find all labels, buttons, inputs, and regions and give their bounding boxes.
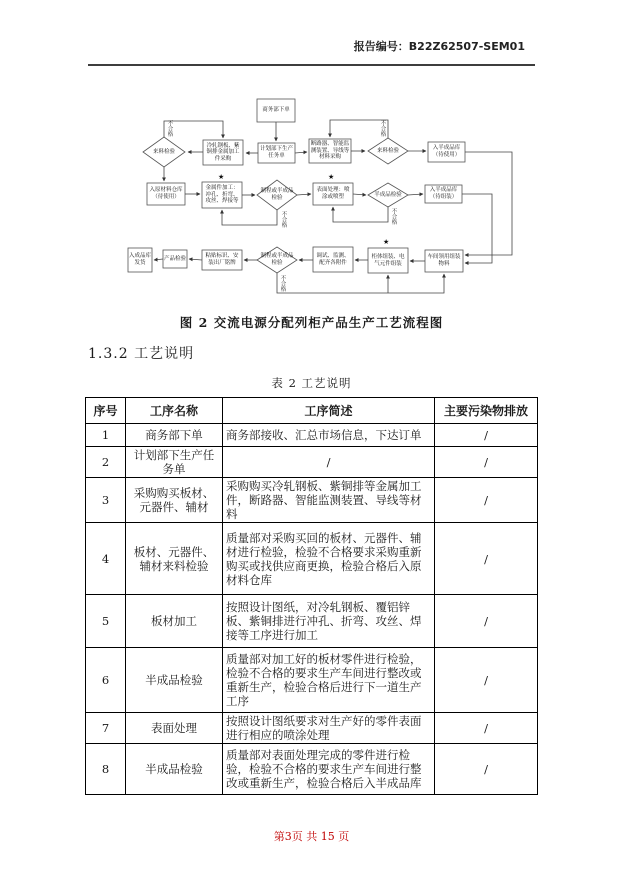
flow-diamond-process-check-1: 制程或半成品检验: [260, 188, 294, 201]
table-row: [86, 424, 538, 447]
flow-diamond-incoming-check-left: 来料检验: [152, 148, 175, 155]
star-icon: ★: [218, 173, 225, 181]
cell-no: 6: [86, 648, 126, 713]
cell-name: 半成品检验: [126, 744, 223, 795]
reject-label: 不合格: [280, 211, 287, 228]
flow-node-order: 商务部下单: [262, 107, 290, 114]
star-icon: ★: [383, 238, 390, 246]
cell-no: 3: [86, 478, 126, 523]
reject-label: 不合格: [379, 120, 386, 137]
flow-node-buy-metal: 冷轧钢板、紫铜排金属加工件采购: [206, 142, 240, 162]
cell-emission: /: [435, 447, 538, 478]
flow-diamond-incoming-check-right: 来料检验: [376, 147, 399, 154]
cell-desc: 按照设计图纸，对冷轧钢板、覆铝锌板、紫铜排进行冲孔、折弯、攻丝、焊接等工序进行加工: [223, 595, 435, 648]
flow-node-ship: 入成品库发货: [129, 253, 152, 266]
report-number: 报告编号：B22Z62507-SEM01: [353, 40, 525, 53]
cell-name: 商务部下单: [126, 424, 223, 447]
flow-node-store-raw: 入原材料仓库（待使用）: [149, 187, 183, 200]
cell-no: 5: [86, 595, 126, 648]
cell-no: 8: [86, 744, 126, 795]
flow-node-metalwork: 金属件加工：冲孔、折弯、攻丝、焊接等: [205, 185, 239, 205]
table-row: [86, 523, 538, 595]
reject-label: 不合格: [390, 208, 397, 225]
cell-desc: 质量部对表面处理完成的零件进行检验，检验不合格的要求生产车间进行整改或重新生产，检验合格后入半成品库: [223, 744, 435, 795]
flow-node-surface-treatment: 表面处理：喷涂或喷塑: [316, 187, 350, 200]
cell-no: 1: [86, 424, 126, 447]
flow-node-debug: 调试、监测、配齐各附件: [316, 252, 350, 266]
table-row: [86, 648, 538, 713]
header-rule: [88, 64, 535, 66]
col-header-name: 工序名称: [126, 398, 223, 424]
flow-node-pick-materials: 车间领用组装物料: [427, 254, 461, 267]
cell-desc: 采购购买冷轧钢板、紫铜排等金属加工件，断路器、智能监测装置、导线等材料: [223, 478, 435, 523]
table-row: [86, 713, 538, 744]
cell-name: 板材、元器件、辅材来料检验: [126, 523, 223, 595]
process-flowchart: [100, 95, 530, 305]
table-caption: 表 2 工艺说明: [271, 376, 352, 390]
flow-node-labeling: 粘贴标识、安装出厂铭牌: [205, 253, 239, 266]
cell-emission: /: [435, 744, 538, 795]
table-row: [86, 478, 538, 523]
flow-node-plan: 计划部下生产任务单: [259, 146, 293, 159]
section-heading: 1.3.2 工艺说明: [88, 346, 195, 362]
cell-desc: 商务部接收、汇总市场信息，下达订单: [223, 424, 435, 447]
cell-desc: 质量部对加工好的板材零件进行检验，检验不合格的要求生产车间进行整改或重新生产，检验合格后进行下一道生产工序: [223, 648, 435, 713]
cell-emission: /: [435, 648, 538, 713]
reject-label: 不合格: [166, 120, 173, 137]
table-header-row: [86, 398, 538, 424]
figure-caption: 图 2 交流电源分配列柜产品生产工艺流程图: [179, 315, 444, 330]
flow-node-product-check: 产品检验: [164, 255, 187, 262]
star-icon: ★: [328, 173, 335, 181]
flow-node-buy-components: 断路器、智能监测装置、导线等材料采购: [310, 141, 350, 161]
cell-emission: /: [435, 713, 538, 744]
process-table: [85, 397, 538, 795]
cell-name: 半成品检验: [126, 648, 223, 713]
cell-emission: /: [435, 595, 538, 648]
col-header-desc: 工序简述: [223, 398, 435, 424]
cell-desc: /: [223, 447, 435, 478]
cell-desc: 按照设计图纸要求对生产好的零件表面进行相应的喷涂处理: [223, 713, 435, 744]
table-row: [86, 447, 538, 478]
cell-name: 计划部下生产任务单: [126, 447, 223, 478]
cell-no: 7: [86, 713, 126, 744]
flow-node-assemble: 柜体组装、电气元件组装: [371, 253, 405, 267]
flow-node-store-semi: 入半成品库（待组装）: [429, 187, 458, 200]
cell-name: 表面处理: [126, 713, 223, 744]
col-header-no: 序号: [86, 398, 126, 424]
cell-no: 4: [86, 523, 126, 595]
cell-desc: 质量部对采购买回的板材、元器件、辅材进行检验，检验不合格要求采购重新购买或找供应商更换，检验合格后入原材料仓库: [223, 523, 435, 595]
cell-emission: /: [435, 478, 538, 523]
cell-name: 采购购买板材、元器件、辅材: [126, 478, 223, 523]
col-header-emission: 主要污染物排放: [435, 398, 538, 424]
flow-diamond-semi-check: 半成品检验: [374, 191, 402, 198]
table-row: [86, 595, 538, 648]
flow-node-store-components: 入半成品库（待使用）: [432, 145, 461, 158]
cell-no: 2: [86, 447, 126, 478]
table-row: [86, 744, 538, 795]
cell-emission: /: [435, 424, 538, 447]
reject-label: 不合格: [279, 275, 286, 292]
cell-name: 板材加工: [126, 595, 223, 648]
flow-diamond-process-check-2: 制程或半成品检验: [260, 253, 294, 266]
page-footer: 第3页 共 15 页: [273, 830, 350, 843]
cell-emission: /: [435, 523, 538, 595]
